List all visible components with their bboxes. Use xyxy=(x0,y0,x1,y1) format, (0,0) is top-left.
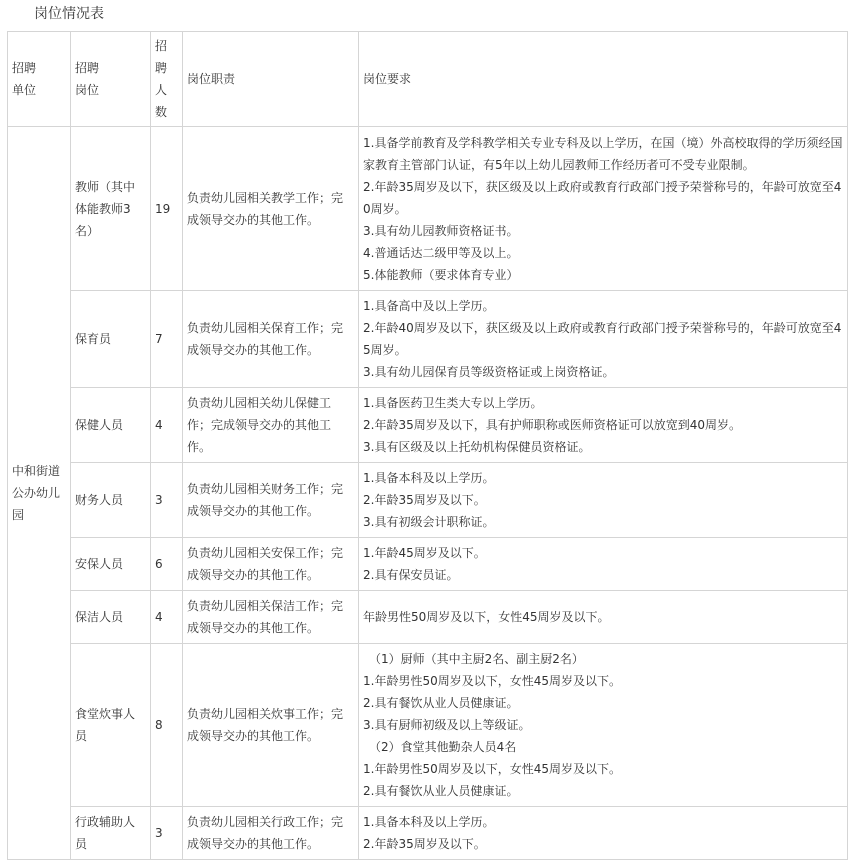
requirement-line: 5.体能教师（要求体育专业） xyxy=(363,267,519,282)
count-cell: 7 xyxy=(151,291,183,388)
requirement-line: 1.具备学前教育及学科教学相关专业专科及以上学历，在国（境）外高校取得的学历须经国家教育主管部门认证，有5年以上幼儿园教师工作经历者可不受专业限制。 xyxy=(363,135,843,172)
duty-cell: 负责幼儿园相关安保工作；完成领导交办的其他工作。 xyxy=(183,538,359,591)
requirement-line: 2.具有餐饮从业人员健康证。 xyxy=(363,784,519,798)
requirement-line: 2.年龄35周岁及以下。 xyxy=(363,837,486,851)
requirement-cell xyxy=(359,463,848,538)
table-row xyxy=(8,291,848,388)
count-cell: 8 xyxy=(151,644,183,807)
requirement-cell xyxy=(359,291,848,388)
requirement-line: 2.年龄35周岁及以下。 xyxy=(363,493,486,507)
duty-cell: 负责幼儿园相关教学工作；完成领导交办的其他工作。 xyxy=(183,127,359,291)
requirement-line: 3.具有幼儿园保育员等级资格证或上岗资格证。 xyxy=(363,365,615,379)
duty-cell: 负责幼儿园相关炊事工作；完成领导交办的其他工作。 xyxy=(183,644,359,807)
duty-cell: 负责幼儿园相关保洁工作；完成领导交办的其他工作。 xyxy=(183,591,359,644)
table-row xyxy=(8,388,848,463)
unit-name-cell: 中和街道公办幼儿园 xyxy=(8,127,71,860)
requirement-cell xyxy=(359,127,848,291)
count-cell: 6 xyxy=(151,538,183,591)
table-header-row xyxy=(8,32,848,127)
requirement-cell xyxy=(359,591,848,644)
count-cell: 19 xyxy=(151,127,183,291)
position-cell: 食堂炊事人员 xyxy=(71,644,151,807)
table-row xyxy=(8,644,848,807)
requirement-line: 1.年龄45周岁及以下。 xyxy=(363,546,486,560)
duty-cell: 负责幼儿园相关财务工作；完成领导交办的其他工作。 xyxy=(183,463,359,538)
position-cell: 财务人员 xyxy=(71,463,151,538)
requirement-line: 1.年龄男性50周岁及以下，女性45周岁及以下。 xyxy=(363,674,621,688)
requirement-line: 2.年龄35周岁及以下，获区级及以上政府或教育行政部门授予荣誉称号的，年龄可放宽至40周岁。 xyxy=(363,179,842,216)
position-cell: 行政辅助人员 xyxy=(71,807,151,860)
requirement-line: 4.普通话达二级甲等及以上。 xyxy=(363,245,519,260)
position-cell: 保育员 xyxy=(71,291,151,388)
position-cell: 安保人员 xyxy=(71,538,151,591)
requirement-line: 2.年龄40周岁及以下，获区级及以上政府或教育行政部门授予荣誉称号的，年龄可放宽至45周岁。 xyxy=(363,321,842,357)
duty-cell: 负责幼儿园相关保育工作；完成领导交办的其他工作。 xyxy=(183,291,359,388)
requirement-line: （2）食堂其他勤杂人员4名 xyxy=(369,740,517,754)
requirement-line: （1）厨师（其中主厨2名、副主厨2名） xyxy=(369,652,584,666)
requirement-line: 年龄男性50周岁及以下，女性45周岁及以下。 xyxy=(363,610,610,624)
requirement-line: 3.具有幼儿园教师资格证书。 xyxy=(363,223,519,238)
table-row xyxy=(8,127,848,291)
requirement-cell xyxy=(359,807,848,860)
requirement-line: 1.具备本科及以上学历。 xyxy=(363,815,495,829)
requirement-line: 3.具有区级及以上托幼机构保健员资格证。 xyxy=(363,440,591,454)
header-count: 招 聘 人 数 xyxy=(151,32,183,127)
header-duty: 岗位职责 xyxy=(183,32,359,127)
requirement-line: 1.具备医药卫生类大专以上学历。 xyxy=(363,396,543,410)
duty-cell: 负责幼儿园相关行政工作；完成领导交办的其他工作。 xyxy=(183,807,359,860)
requirement-cell xyxy=(359,644,848,807)
table-row xyxy=(8,463,848,538)
requirement-line: 3.具有厨师初级及以上等级证。 xyxy=(363,718,531,732)
position-cell: 教师（其中体能教师3名） xyxy=(71,127,151,291)
requirement-cell xyxy=(359,388,848,463)
count-cell: 4 xyxy=(151,591,183,644)
requirement-line: 2.具有保安员证。 xyxy=(363,568,459,582)
count-cell: 3 xyxy=(151,807,183,860)
requirement-line: 2.年龄35周岁及以下，具有护师职称或医师资格证可以放宽到40周岁。 xyxy=(363,418,741,432)
count-cell: 4 xyxy=(151,388,183,463)
header-position: 招聘 岗位 xyxy=(71,32,151,127)
table-row xyxy=(8,538,848,591)
requirement-line: 1.年龄男性50周岁及以下，女性45周岁及以下。 xyxy=(363,762,621,776)
header-requirement: 岗位要求 xyxy=(359,32,848,127)
position-cell: 保洁人员 xyxy=(71,591,151,644)
table-row xyxy=(8,807,848,860)
page-title: 岗位情况表 xyxy=(34,6,104,22)
requirement-line: 3.具有初级会计职称证。 xyxy=(363,515,495,529)
count-cell: 3 xyxy=(151,463,183,538)
requirement-line: 1.具备高中及以上学历。 xyxy=(363,299,495,313)
requirement-line: 1.具备本科及以上学历。 xyxy=(363,471,495,485)
header-unit: 招聘 单位 xyxy=(8,32,71,127)
requirement-line: 2.具有餐饮从业人员健康证。 xyxy=(363,696,519,710)
requirement-cell xyxy=(359,538,848,591)
positions-table xyxy=(7,31,848,860)
position-cell: 保健人员 xyxy=(71,388,151,463)
duty-cell: 负责幼儿园相关幼儿保健工作；完成领导交办的其他工作。 xyxy=(183,388,359,463)
table-row xyxy=(8,591,848,644)
